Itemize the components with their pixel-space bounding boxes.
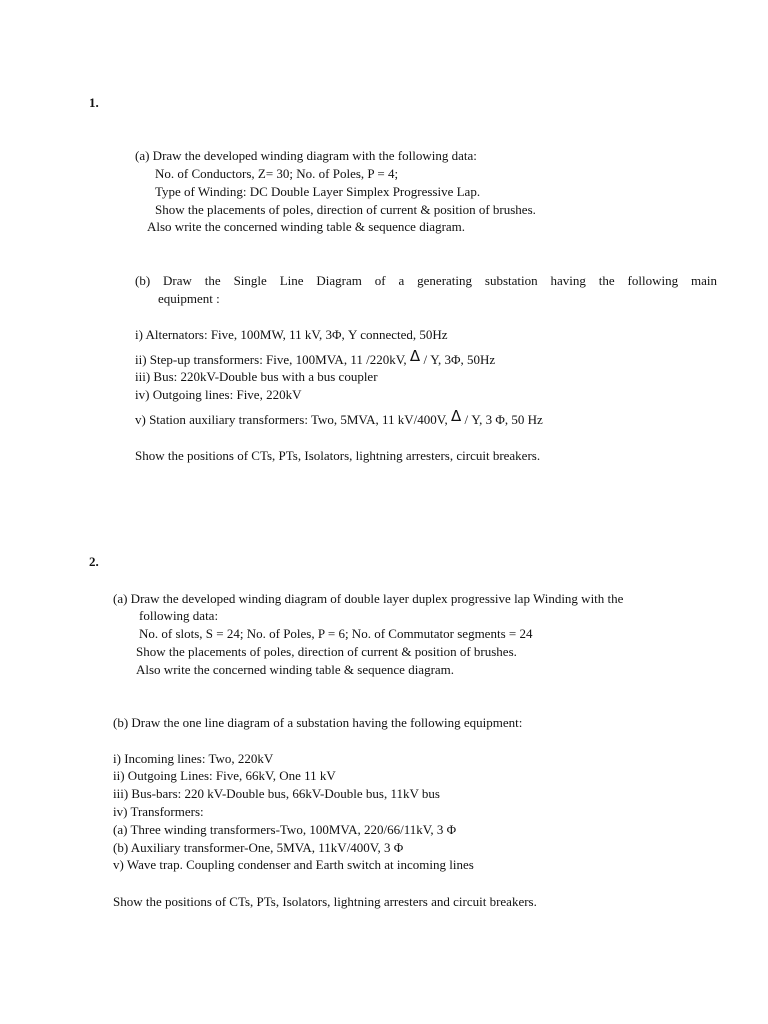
q1b-line-2: equipment : <box>158 291 220 306</box>
delta-symbol: Δ <box>451 407 462 425</box>
q1b-item-aux-suffix: / Y, 3 Φ, 50 Hz <box>464 412 543 427</box>
q2a-line-4: Show the placements of poles, direction of current & position of brushes. <box>136 644 517 659</box>
q1b-item-stepup-suffix: / Y, 3Φ, 50Hz <box>423 352 496 367</box>
q2b-item-auxiliary: (b) Auxiliary transformer-One, 5MVA, 11kV/400V, 3 Φ <box>113 840 404 855</box>
q2a-line-1: (a) Draw the developed winding diagram of double layer duplex progressive lap Winding with the <box>113 591 624 606</box>
q1b-line-1-text: (b) Draw the Single Line Diagram of a generating substation having the following main <box>135 273 717 288</box>
q1b-item-stepup-transformers <box>135 347 496 368</box>
q1b-item-aux-transformers <box>135 407 543 428</box>
q2b-item-outgoing-lines: ii) Outgoing Lines: Five, 66kV, One 11 kV <box>113 768 336 783</box>
q2a-line-5: Also write the concerned winding table & sequence diagram. <box>136 662 455 677</box>
q1a-line-3: Type of Winding: DC Double Layer Simplex Progressive Lap. <box>155 184 481 199</box>
q1a-line-1: (a) Draw the developed winding diagram with the following data: <box>135 148 477 163</box>
q1b-show-positions: Show the positions of CTs, PTs, Isolators, lightning arresters, circuit breakers. <box>135 448 541 463</box>
delta-symbol: Δ <box>409 347 421 365</box>
q2a-line-3: No. of slots, S = 24; No. of Poles, P = 6; No. of Commutator segments = 24 <box>139 626 533 641</box>
q1b-item-aux-text: v) Station auxiliary transformers: Two, 5MVA, 11 kV/400V, <box>135 412 448 427</box>
q2b-line-1: (b) Draw the one line diagram of a substation having the following equipment: <box>113 715 523 730</box>
q2b-item-wave-trap: v) Wave trap. Coupling condenser and Earth switch at incoming lines <box>113 857 474 872</box>
q1b-item-outgoing-lines: iv) Outgoing lines: Five, 220kV <box>135 387 302 402</box>
q1b-item-alternators: i) Alternators: Five, 100MW, 11 kV, 3Φ, Y connected, 50Hz <box>135 327 448 342</box>
q1a-line-5: Also write the concerned winding table & sequence diagram. <box>147 219 466 234</box>
q1b-line-1 <box>135 273 717 289</box>
q1b-item-stepup-text: ii) Step-up transformers: Five, 100MVA, 11 /220kV, <box>135 352 407 367</box>
q1a-line-2: No. of Conductors, Z= 30; No. of Poles, P = 4; <box>155 166 399 181</box>
q2b-item-bus-bars: iii) Bus-bars: 220 kV-Double bus, 66kV-Double bus, 11kV bus <box>113 786 440 801</box>
q2b-item-incoming-lines: i) Incoming lines: Two, 220kV <box>113 751 274 766</box>
q2b-show-positions: Show the positions of CTs, PTs, Isolators, lightning arresters and circuit breakers. <box>113 894 537 909</box>
q2a-line-2: following data: <box>139 608 219 623</box>
question-2-number: 2. <box>89 554 99 569</box>
q2b-item-three-winding: (a) Three winding transformers-Two, 100MVA, 220/66/11kV, 3 Φ <box>113 822 457 837</box>
q1a-line-4: Show the placements of poles, direction of current & position of brushes. <box>155 202 536 217</box>
q1b-item-bus: iii) Bus: 220kV-Double bus with a bus coupler <box>135 369 378 384</box>
q2b-item-transformers: iv) Transformers: <box>113 804 204 819</box>
question-1-number: 1. <box>89 95 99 110</box>
